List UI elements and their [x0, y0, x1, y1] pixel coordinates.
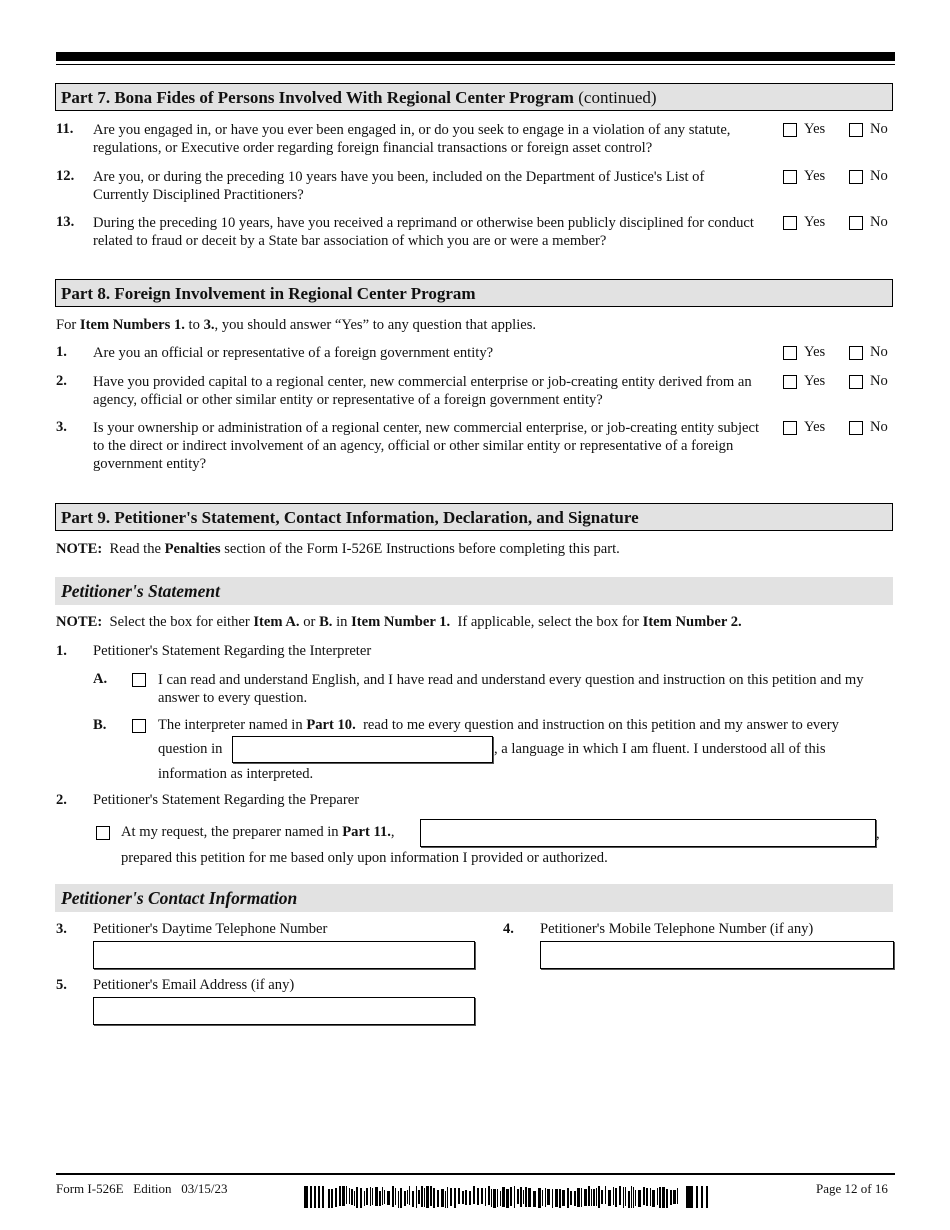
- intro-text: , you should answer “Yes” to any question that applies.: [214, 317, 537, 333]
- barcode-bar: [360, 1188, 362, 1208]
- barcode-bar: [339, 1186, 341, 1206]
- barcode-bar: [525, 1187, 527, 1207]
- part7-continued: (continued): [578, 88, 657, 107]
- barcode-bar: [528, 1188, 531, 1207]
- option-b-text-line1: [158, 717, 839, 734]
- question-text: Is your ownership or administration of a regional center, new commercial enterprise, or job-creating entity subject to the direct or indirect involvement of an agency, official or other similar entity or representative of a foreign government entity?: [93, 420, 760, 472]
- barcode-bar: [510, 1187, 512, 1206]
- barcode-bar: [454, 1188, 456, 1208]
- top-thick-rule: [56, 52, 895, 61]
- barcode-bar: [395, 1188, 396, 1205]
- barcode-bar: [588, 1186, 590, 1206]
- barcode-bar: [375, 1187, 378, 1206]
- barcode-bar: [384, 1190, 385, 1204]
- barcode-bar: [598, 1186, 600, 1208]
- barcode-bar: [493, 1189, 496, 1208]
- barcode-bar: [430, 1186, 432, 1206]
- option-a-text: I can read and understand English, and I have read and understand every question and instruction on this petition and my answer to every question.: [158, 672, 864, 706]
- option-a-label: A.: [93, 671, 108, 687]
- contact-section-header: [55, 884, 893, 912]
- part7-title-text: Part 7. Bona Fides of Persons Involved With Regional Center Program: [61, 88, 574, 107]
- note-bold: B.: [319, 614, 333, 630]
- barcode-bar: [517, 1189, 519, 1204]
- option-b-text-line2a: question in: [158, 741, 223, 757]
- barcode-bar: [481, 1188, 483, 1204]
- note-text: Select the box for either: [102, 614, 254, 630]
- barcode-bar: [625, 1187, 626, 1206]
- barcode-bar: [657, 1188, 658, 1205]
- barcode-bar: [643, 1187, 645, 1205]
- barcode-bar: [477, 1188, 479, 1205]
- barcode-bar: [387, 1191, 390, 1205]
- part9-header: [55, 503, 893, 531]
- mobile-phone-label: Petitioner's Mobile Telephone Number (if any): [540, 921, 814, 937]
- barcode-bar: [418, 1190, 420, 1204]
- option-b-bold: Part 10.: [306, 717, 356, 733]
- note-bold: Item A.: [253, 614, 300, 630]
- barcode-bar: [322, 1186, 324, 1208]
- barcode-bar: [310, 1186, 312, 1208]
- intro-text: to: [184, 317, 204, 333]
- barcode-bar: [555, 1189, 558, 1207]
- barcode-bar: [328, 1189, 330, 1208]
- preparer-name-input[interactable]: [420, 819, 876, 847]
- no-checkbox[interactable]: [849, 123, 863, 137]
- barcode-bar: [631, 1186, 632, 1208]
- item-number: 13.: [56, 214, 75, 230]
- barcode-bar: [523, 1190, 524, 1204]
- barcode-bar: [304, 1186, 308, 1208]
- barcode-bar: [400, 1188, 402, 1208]
- no-checkbox[interactable]: [849, 216, 863, 230]
- barcode-bar: [591, 1189, 592, 1206]
- barcode-bar: [706, 1186, 708, 1208]
- email-input[interactable]: [93, 997, 475, 1025]
- barcode-bar: [447, 1187, 448, 1208]
- top-thin-rule: [56, 64, 895, 65]
- part8-title: Part 8. Foreign Involvement in Regional Center Program: [61, 284, 476, 303]
- barcode-bar: [469, 1191, 471, 1205]
- barcode-bar: [593, 1189, 595, 1206]
- daytime-phone-input[interactable]: [93, 941, 475, 969]
- option-b-text-line3: information as interpreted.: [158, 766, 314, 782]
- no-label: No: [870, 168, 888, 184]
- note-label: NOTE:: [56, 541, 103, 557]
- yes-checkbox[interactable]: [783, 421, 797, 435]
- preparer-text-line1: [121, 824, 395, 841]
- preparer-checkbox[interactable]: [96, 826, 110, 840]
- part8-header: [55, 279, 893, 307]
- barcode-bar: [421, 1186, 423, 1207]
- barcode-bar: [547, 1189, 550, 1205]
- barcode-bar: [409, 1186, 410, 1205]
- barcode-bar: [424, 1188, 425, 1207]
- option-b-text-line2b: , a language in which I am fluent. I understood all of this: [494, 741, 826, 757]
- part9-title: Part 9. Petitioner's Statement, Contact Information, Declaration, and Signature: [61, 508, 639, 527]
- barcode-bar: [346, 1186, 347, 1204]
- barcode-bar: [601, 1190, 603, 1204]
- item-number: 12.: [56, 168, 75, 184]
- part8-intro: [56, 317, 536, 334]
- barcode-bar: [552, 1189, 553, 1208]
- barcode-bar: [318, 1186, 320, 1208]
- footer-form-edition: Form I-526E Edition 03/15/23: [56, 1181, 228, 1196]
- statement-note: [56, 614, 742, 631]
- yes-label: Yes: [804, 168, 826, 184]
- barcode-bar: [398, 1191, 399, 1208]
- footer-page-number: Page 12 of 16: [816, 1181, 888, 1196]
- barcode-bar: [370, 1187, 371, 1206]
- barcode-bar: [650, 1188, 651, 1206]
- barcode-bar: [635, 1190, 636, 1206]
- question-text: Are you an official or representative of a foreign government entity?: [93, 345, 494, 361]
- no-checkbox[interactable]: [849, 346, 863, 360]
- item-number: 2.: [56, 792, 67, 808]
- yes-label: Yes: [804, 344, 826, 360]
- preparer-text-line2: prepared this petition for me based only upon information I provided or authorized.: [121, 850, 608, 866]
- intro-text: For: [56, 317, 80, 333]
- yes-checkbox[interactable]: [783, 123, 797, 137]
- barcode-bar: [356, 1187, 358, 1208]
- item-number: 1.: [56, 643, 67, 659]
- note-text: If applicable, select the box for: [450, 614, 643, 630]
- note-text: Read the: [102, 541, 165, 557]
- barcode-bar: [659, 1187, 661, 1208]
- barcode-bar: [462, 1191, 464, 1204]
- barcode-bar: [538, 1188, 541, 1208]
- barcode-bar: [570, 1191, 572, 1205]
- barcode-bar: [608, 1190, 611, 1206]
- barcode-bar: [314, 1186, 316, 1208]
- yes-checkbox[interactable]: [783, 346, 797, 360]
- barcode-bar: [701, 1186, 703, 1208]
- barcode-bar: [628, 1191, 630, 1208]
- barcode-bar: [666, 1189, 668, 1208]
- option-b-text: The interpreter named in: [158, 717, 307, 733]
- barcode-bar: [335, 1188, 337, 1207]
- no-label: No: [870, 419, 888, 435]
- barcode-bar: [646, 1188, 648, 1206]
- no-checkbox[interactable]: [849, 170, 863, 184]
- option-a-checkbox[interactable]: [132, 673, 146, 687]
- note-text: section of the Form I-526E Instructions before completing this part.: [220, 541, 620, 557]
- barcode-bar: [450, 1188, 452, 1206]
- barcode-bar: [458, 1188, 460, 1204]
- barcode-bar: [437, 1190, 439, 1207]
- item-number: 5.: [56, 977, 67, 993]
- barcode-bar: [567, 1188, 569, 1208]
- barcode-bar: [533, 1191, 536, 1207]
- barcode-bar: [485, 1188, 486, 1206]
- statement-section-header: [55, 577, 893, 605]
- question-text: Are you, or during the preceding 10 years have you been, included on the Department of Justice's List of Currently Disciplined Practitioners?: [93, 169, 705, 203]
- yes-checkbox[interactable]: [783, 375, 797, 389]
- item-number: 11.: [56, 121, 74, 137]
- no-label: No: [870, 214, 888, 230]
- item-number: 4.: [503, 921, 514, 937]
- note-text: or: [299, 614, 320, 630]
- barcode-bar: [488, 1186, 490, 1205]
- barcode-bar: [500, 1191, 501, 1206]
- no-label: No: [870, 373, 888, 389]
- no-checkbox[interactable]: [849, 421, 863, 435]
- barcode-bar: [379, 1191, 381, 1206]
- barcode-bar: [404, 1191, 406, 1206]
- no-label: No: [870, 121, 888, 137]
- barcode-bar: [372, 1188, 373, 1205]
- barcode-bar: [514, 1186, 515, 1208]
- barcode-bar: [670, 1190, 672, 1205]
- note-text: in: [332, 614, 352, 630]
- yes-checkbox[interactable]: [783, 216, 797, 230]
- barcode-bar: [364, 1191, 365, 1206]
- barcode-bar: [542, 1190, 543, 1206]
- preparer-comma: ,: [876, 826, 880, 842]
- barcode-bar: [465, 1190, 467, 1205]
- barcode-bar: [433, 1188, 435, 1208]
- yes-checkbox[interactable]: [783, 170, 797, 184]
- barcode-bar: [502, 1187, 505, 1207]
- part7-title: [61, 88, 657, 108]
- barcode-bar: [506, 1189, 509, 1208]
- option-b-text: read to me every question and instruction on this petition and my answer to every: [355, 717, 839, 733]
- footer-rule: [56, 1173, 895, 1175]
- yes-label: Yes: [804, 214, 826, 230]
- barcode-bar: [412, 1191, 414, 1207]
- barcode-bar: [473, 1186, 475, 1204]
- barcode-bar: [581, 1188, 582, 1207]
- preparer-text: ,: [390, 824, 395, 840]
- preparer-statement-label: Petitioner's Statement Regarding the Preparer: [93, 792, 360, 808]
- intro-bold: Item Numbers 1.: [79, 317, 185, 333]
- part7-header: [55, 83, 893, 111]
- yes-label: Yes: [804, 121, 826, 137]
- email-label: Petitioner's Email Address (if any): [93, 977, 295, 993]
- barcode-bar: [686, 1186, 693, 1208]
- barcode-bar: [392, 1186, 394, 1207]
- question-text: Are you engaged in, or have you ever been engaged in, or do you seek to engage in a violation of any statute, regulations, or Executive order regarding foreign financial transactions or foreign asset control?: [93, 122, 731, 156]
- barcode-bar: [382, 1187, 383, 1205]
- no-label: No: [870, 344, 888, 360]
- item-number: 3.: [56, 921, 67, 937]
- barcode-bar: [584, 1189, 587, 1206]
- note-bold: Penalties: [164, 541, 221, 557]
- interpreter-language-input[interactable]: [232, 736, 493, 763]
- barcode-bar: [520, 1187, 522, 1207]
- barcode: [304, 1186, 712, 1208]
- barcode-bar: [696, 1186, 698, 1208]
- barcode-bar: [559, 1189, 561, 1208]
- item-number: 3.: [56, 419, 67, 435]
- interpreter-statement-label: Petitioner's Statement Regarding the Interpreter: [93, 643, 372, 659]
- barcode-bar: [354, 1191, 355, 1206]
- barcode-bar: [331, 1189, 333, 1208]
- option-b-label: B.: [93, 717, 107, 733]
- barcode-bar: [673, 1190, 676, 1204]
- part9-note: [56, 541, 620, 558]
- barcode-bar: [545, 1188, 546, 1207]
- barcode-bar: [638, 1190, 641, 1207]
- note-bold: Item Number 2.: [642, 614, 742, 630]
- barcode-bar: [562, 1190, 565, 1206]
- note-label: NOTE:: [56, 614, 103, 630]
- barcode-bar: [662, 1187, 665, 1208]
- question-text: Have you provided capital to a regional center, new commercial enterprise or job-creating entity derived from an agency, official or other similar entity or representative of a foreign government entity?: [93, 374, 752, 408]
- barcode-bar: [623, 1187, 624, 1208]
- statement-section-title: Petitioner's Statement: [61, 581, 220, 601]
- mobile-phone-input[interactable]: [540, 941, 894, 969]
- barcode-bar: [342, 1186, 345, 1206]
- barcode-bar: [633, 1187, 634, 1208]
- barcode-bar: [349, 1188, 350, 1204]
- barcode-bar: [574, 1191, 576, 1206]
- preparer-text: At my request, the preparer named in: [121, 824, 343, 840]
- barcode-bar: [613, 1187, 614, 1205]
- note-bold: Item Number 1.: [351, 614, 451, 630]
- yes-label: Yes: [804, 419, 826, 435]
- barcode-bar: [366, 1188, 368, 1205]
- question-text: During the preceding 10 years, have you received a reprimand or otherwise been publicly disciplined for conduct related to fraud or deceit by a State bar association of which you are or were a member?: [93, 215, 754, 249]
- preparer-bold: Part 11.: [342, 824, 391, 840]
- contact-section-title: Petitioner's Contact Information: [61, 888, 298, 908]
- barcode-bar: [577, 1188, 580, 1207]
- barcode-bar: [351, 1189, 353, 1205]
- barcode-bar: [677, 1188, 678, 1204]
- barcode-bar: [596, 1188, 597, 1206]
- barcode-bar: [445, 1191, 446, 1208]
- barcode-bar: [615, 1188, 617, 1207]
- barcode-bar: [605, 1186, 606, 1204]
- barcode-bar: [426, 1186, 429, 1208]
- option-b-checkbox[interactable]: [132, 719, 146, 733]
- barcode-bar: [619, 1186, 621, 1205]
- item-number: 1.: [56, 344, 67, 360]
- no-checkbox[interactable]: [849, 375, 863, 389]
- barcode-bar: [416, 1186, 417, 1208]
- barcode-bar: [441, 1189, 444, 1207]
- barcode-bar: [407, 1190, 408, 1204]
- barcode-bar: [652, 1190, 655, 1207]
- daytime-phone-label: Petitioner's Daytime Telephone Number: [93, 921, 328, 937]
- intro-bold: 3.: [203, 317, 215, 333]
- item-number: 2.: [56, 373, 67, 389]
- barcode-bar: [497, 1189, 498, 1207]
- yes-label: Yes: [804, 373, 826, 389]
- barcode-bar: [491, 1189, 492, 1207]
